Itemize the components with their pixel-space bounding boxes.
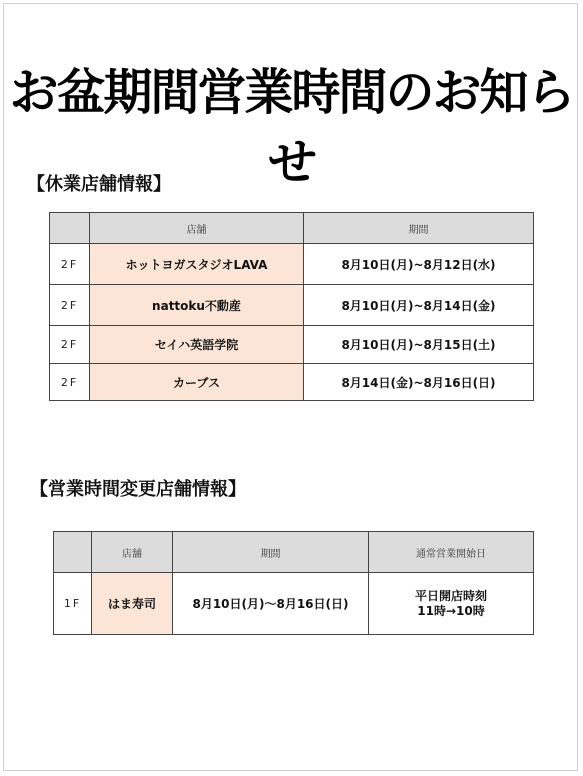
shop-cell: ホットヨガスタジオLAVA [90, 244, 304, 285]
regular-hours-start-header: 通常営業開始日 [369, 532, 534, 573]
shop-cell: はま寿司 [92, 573, 173, 635]
period-cell: 8月10日(月)~8月15日(土) [304, 326, 534, 364]
floor-cell: 2F [50, 285, 90, 326]
floor-header [50, 213, 90, 244]
hours-note-line: 11時→10時 [417, 603, 485, 618]
period-header: 期間 [173, 532, 369, 573]
shop-cell: カーブス [90, 364, 304, 401]
page-title: お盆期間営業時間のお知らせ [9, 64, 574, 191]
changed-hours-table [53, 531, 534, 635]
period-cell: 8月10日(月)~8月12日(水) [304, 244, 534, 285]
shop-header: 店舗 [90, 213, 304, 244]
shop-cell: nattoku不動産 [90, 285, 304, 326]
period-cell: 8月14日(金)~8月16日(日) [304, 364, 534, 401]
floor-header [54, 532, 92, 573]
floor-cell: 2F [50, 244, 90, 285]
period-cell: 8月10日(月)~8月14日(金) [304, 285, 534, 326]
table-row [50, 364, 534, 401]
floor-cell: 2F [50, 364, 90, 401]
table-header-row [54, 532, 534, 573]
floor-cell: 1F [54, 573, 92, 635]
table-header-row [50, 213, 534, 244]
shop-header: 店舗 [92, 532, 173, 573]
hours-note-line: 平日開店時刻 [414, 588, 487, 603]
changed-hours-heading: 【営業時間変更店舗情報】 [30, 479, 246, 500]
closed-stores-table [49, 212, 534, 401]
table-row [54, 573, 534, 635]
shop-cell: セイハ英語学院 [90, 326, 304, 364]
period-cell: 8月10日(月)～8月16日(日) [173, 573, 369, 635]
closed-stores-heading: 【休業店舗情報】 [27, 174, 171, 195]
table-row [50, 244, 534, 285]
table-row [50, 285, 534, 326]
period-header: 期間 [304, 213, 534, 244]
hours-note-cell [369, 573, 534, 635]
floor-cell: 2F [50, 326, 90, 364]
table-row [50, 326, 534, 364]
